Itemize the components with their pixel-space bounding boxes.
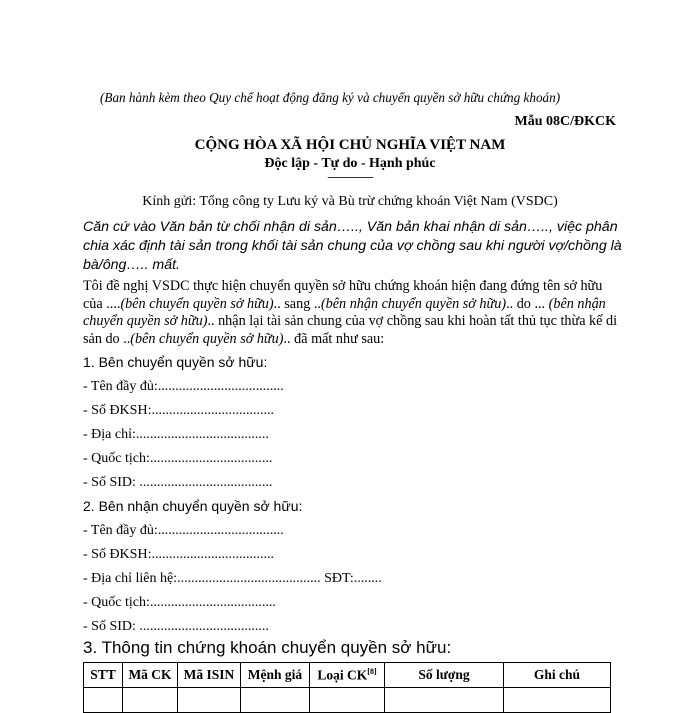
col-security-type-label: Loại CK — [317, 667, 368, 683]
request-placeholder-2: (bên nhận chuyển quyền sở hữu) — [320, 295, 507, 312]
transferee-full-name: - Tên đầy đủ:.................................... — [83, 523, 284, 538]
col-par-value: Mệnh giá — [241, 663, 310, 688]
transferee-nationality: - Quốc tịch:.................................... — [83, 595, 276, 610]
table-cell[interactable] — [241, 688, 310, 713]
table-cell[interactable] — [178, 688, 241, 713]
request-placeholder-1: (bên chuyển quyền sở hữu) — [120, 295, 274, 312]
table-cell[interactable] — [123, 688, 178, 713]
request-paragraph — [83, 278, 623, 348]
table-header-row — [84, 663, 611, 688]
table-cell[interactable] — [385, 688, 504, 713]
national-motto: Độc lập - Tự do - Hạnh phúc — [264, 156, 436, 171]
transferor-reg-no: - Số ĐKSH:................................... — [83, 403, 274, 418]
col-isin: Mã ISIN — [178, 663, 241, 688]
request-text-2: .. sang .. — [273, 295, 321, 312]
request-text-3: .. do ... — [506, 295, 546, 312]
table-cell[interactable] — [504, 688, 611, 713]
col-stt: STT — [84, 663, 123, 688]
table-cell[interactable] — [84, 688, 123, 713]
issuance-note: (Ban hành kèm theo Quy chế hoạt động đăng ký và chuyển quyền sở hữu chứng khoán) — [100, 90, 561, 105]
transferee-reg-no: - Số ĐKSH:................................... — [83, 547, 274, 562]
request-placeholder-3: (bên nhận chuyển quyền sở hữu) — [83, 295, 606, 329]
transferor-address: - Địa chỉ:...................................... — [83, 427, 269, 442]
col-quantity: Số lượng — [385, 663, 504, 688]
col-security-type — [310, 663, 385, 688]
transferee-address: - Địa chỉ liên hệ:......................................... SĐT:........ — [83, 571, 382, 586]
securities-heading: 3. Thông tin chứng khoán chuyển quyền sở hữu: — [83, 638, 452, 657]
request-placeholder-4: (bên chuyển quyền sở hữu) — [130, 330, 284, 347]
transferee-heading: 2. Bên nhận chuyển quyền sở hữu: — [83, 498, 303, 514]
form-code: Mẫu 08C/ĐKCK — [514, 114, 616, 129]
request-text-5: .. đã mất như sau: — [283, 330, 385, 347]
col-security-code: Mã CK — [123, 663, 178, 688]
transferor-nationality: - Quốc tịch:................................... — [83, 451, 273, 466]
transferor-full-name: - Tên đầy đủ:.................................... — [83, 379, 284, 394]
addressee: Kính gửi: Tổng công ty Lưu ký và Bù trừ chứng khoán Việt Nam (VSDC) — [142, 194, 558, 209]
request-text-1: Tôi đề nghị VSDC thực hiện chuyển quyền sở hữu chứng khoán hiện đang đứng tên sở hữu của .... — [83, 278, 603, 312]
request-text-4: .. nhận lại tài sản chung của vợ chồng sau khi hoàn tất thủ tục thừa kế di sản do .. — [83, 313, 618, 347]
motto-underline: ----------------- — [327, 171, 373, 183]
type-footnote: [8] — [367, 666, 377, 676]
table-row — [84, 688, 611, 713]
col-notes: Ghi chú — [504, 663, 611, 688]
transferor-heading: 1. Bên chuyển quyền sở hữu: — [83, 354, 268, 370]
transferee-sid: - Số SID: ..................................... — [83, 619, 269, 634]
securities-table — [83, 662, 611, 713]
transferor-sid: - Số SID: ...................................... — [83, 475, 273, 490]
table-cell[interactable] — [310, 688, 385, 713]
national-title: CỘNG HÒA XÃ HỘI CHỦ NGHĨA VIỆT NAM — [194, 137, 506, 153]
legal-basis-paragraph: Căn cứ vào Văn bản từ chối nhận di sản….., Văn bản khai nhận di sản….., việc phân chia xác định tài sản trong khối tài sản chung của vợ chồng sau khi người vợ/chồng là bà/ông….. mất. — [83, 219, 622, 273]
